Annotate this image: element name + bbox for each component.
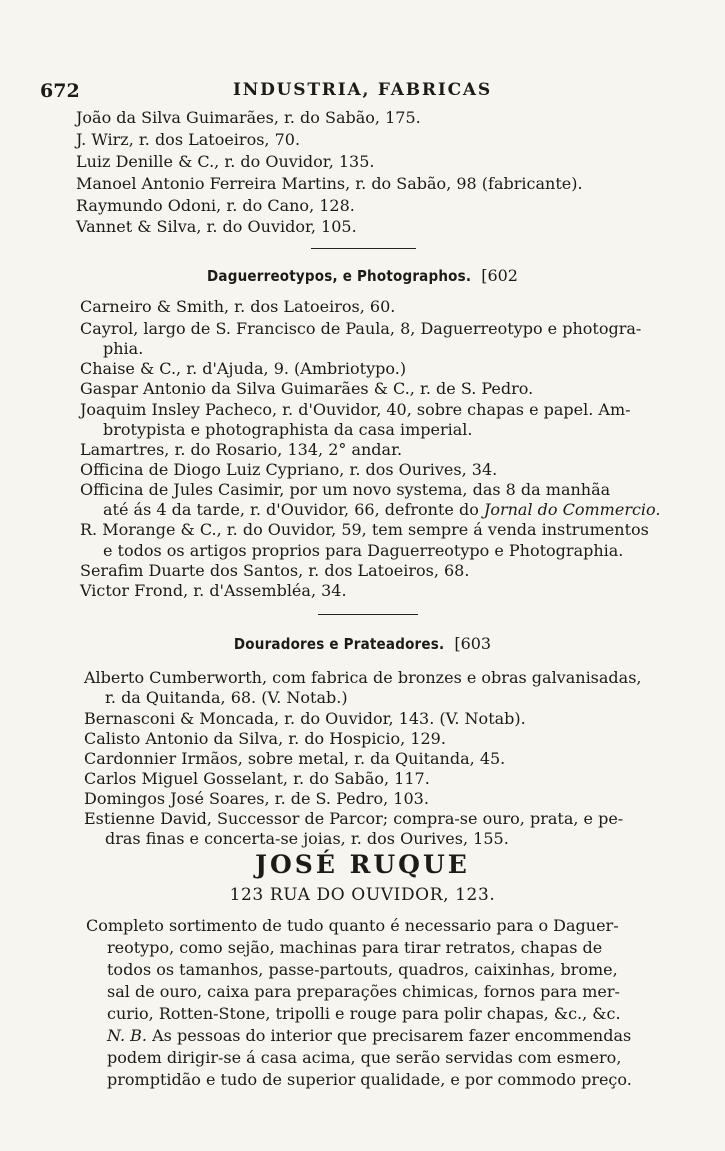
ad-line: promptidão e tudo de superior qualidade, e por commodo preço. [107,1070,632,1089]
ad-line [107,1025,631,1047]
entry-line: Serafim Duarte dos Santos, r. dos Latoeiros, 68. [80,561,470,580]
entry-line: brotypista e photographista da casa imperial. [103,420,473,439]
entry-text: até ás 4 da tarde, r. d'Ouvidor, 66, defronte do [103,500,479,519]
entry-line: Officina de Diogo Luiz Cypriano, r. dos Ourives, 34. [80,460,498,479]
page-number: 672 [40,80,80,102]
entry-line: Manoel Antonio Ferreira Martins, r. do Sabão, 98 (fabricante). [76,174,583,193]
entry-line: Carlos Miguel Gosselant, r. do Sabão, 117. [84,769,430,788]
entry-line: Chaise & C., r. d'Ajuda, 9. (Ambriotypo.) [80,359,407,378]
entry-line: Officina de Jules Casimir, por um novo systema, das 8 da manhãa [80,480,611,499]
advertiser-address: 123 RUA DO OUVIDOR, 123. [229,885,496,905]
entry-line: Alberto Cumberworth, com fabrica de bronzes e obras galvanisadas, [84,668,642,687]
advertiser-name: JOSÉ RUQUE [255,850,470,879]
entry-line: Lamartres, r. do Rosario, 134, 2° andar. [80,440,403,459]
ad-line: todos os tamanhos, passe-partouts, quadros, caixinhas, brome, [107,960,618,979]
section-number: [603 [454,634,492,653]
entry-line: phia. [103,339,144,358]
page-header [40,80,660,106]
entry-line: Gaspar Antonio da Silva Guimarães & C., r. de S. Pedro. [80,379,534,398]
ad-line: sal de ouro, caixa para preparações chimicas, fornos para mer- [107,982,620,1001]
entry-line: R. Morange & C., r. do Ouvidor, 59, tem sempre á venda instrumentos [80,520,649,539]
section-title: Douradores e Prateadores. [233,635,445,653]
entry-line: Carneiro & Smith, r. dos Latoeiros, 60. [80,297,396,316]
entry-line: Estienne David, Successor de Parcor; compra-se ouro, prata, e pe- [84,809,624,828]
entry-line: Bernasconi & Moncada, r. do Ouvidor, 143. (V. Notab). [84,709,526,728]
entry-line: Calisto Antonio da Silva, r. do Hospicio, 129. [84,729,446,748]
entry-line: Vannet & Silva, r. do Ouvidor, 105. [76,217,357,236]
ad-text: As pessoas do interior que precisarem fazer encommendas [152,1026,632,1045]
ad-line: Completo sortimento de tudo quanto é necessario para o Daguer- [86,916,619,935]
entry-line [103,499,660,521]
entry-line: Cayrol, largo de S. Francisco de Paula, 8, Daguerreotypo e photogra- [80,319,642,338]
ad-line: curio, Rotten-Stone, tripolli e rouge para polir chapas, &c., &c. [107,1004,621,1023]
entry-line: Luiz Denille & C., r. do Ouvidor, 135. [76,152,375,171]
journal-title: Jornal do Commercio. [483,500,661,519]
section-divider [311,248,416,249]
entry-line: r. da Quitanda, 68. (V. Notab.) [105,688,348,707]
entry-line: Joaquim Insley Pacheco, r. d'Ouvidor, 40, sobre chapas e papel. Am- [80,400,631,419]
entry-line: J. Wirz, r. dos Latoeiros, 70. [76,130,301,149]
ad-line: reotypo, como sejão, machinas para tirar retratos, chapas de [107,938,603,957]
entry-line: Raymundo Odoni, r. do Cano, 128. [76,196,355,215]
section-heading-douradores [0,634,725,653]
entry-line: Cardonnier Irmãos, sobre metal, r. da Quitanda, 45. [84,749,506,768]
entry-line: Victor Frond, r. d'Assembléa, 34. [80,581,347,600]
nota-bene-label: N. B. [107,1026,147,1045]
ad-line: podem dirigir-se á casa acima, que serão servidas com esmero, [107,1048,622,1067]
section-heading-daguerreotypos [0,266,725,285]
entry-line: João da Silva Guimarães, r. do Sabão, 175. [76,108,421,127]
entry-line: Domingos José Soares, r. de S. Pedro, 103. [84,789,429,808]
section-divider [318,614,418,615]
section-title: Daguerreotypos, e Photographos. [207,267,472,285]
section-number: [602 [481,266,518,285]
running-title: INDUSTRIA, FABRICAS [233,80,493,100]
entry-line: e todos os artigos proprios para Daguerreotypo e Photographia. [103,541,624,560]
entry-line: dras finas e concerta-se joias, r. dos Ourives, 155. [105,829,509,848]
